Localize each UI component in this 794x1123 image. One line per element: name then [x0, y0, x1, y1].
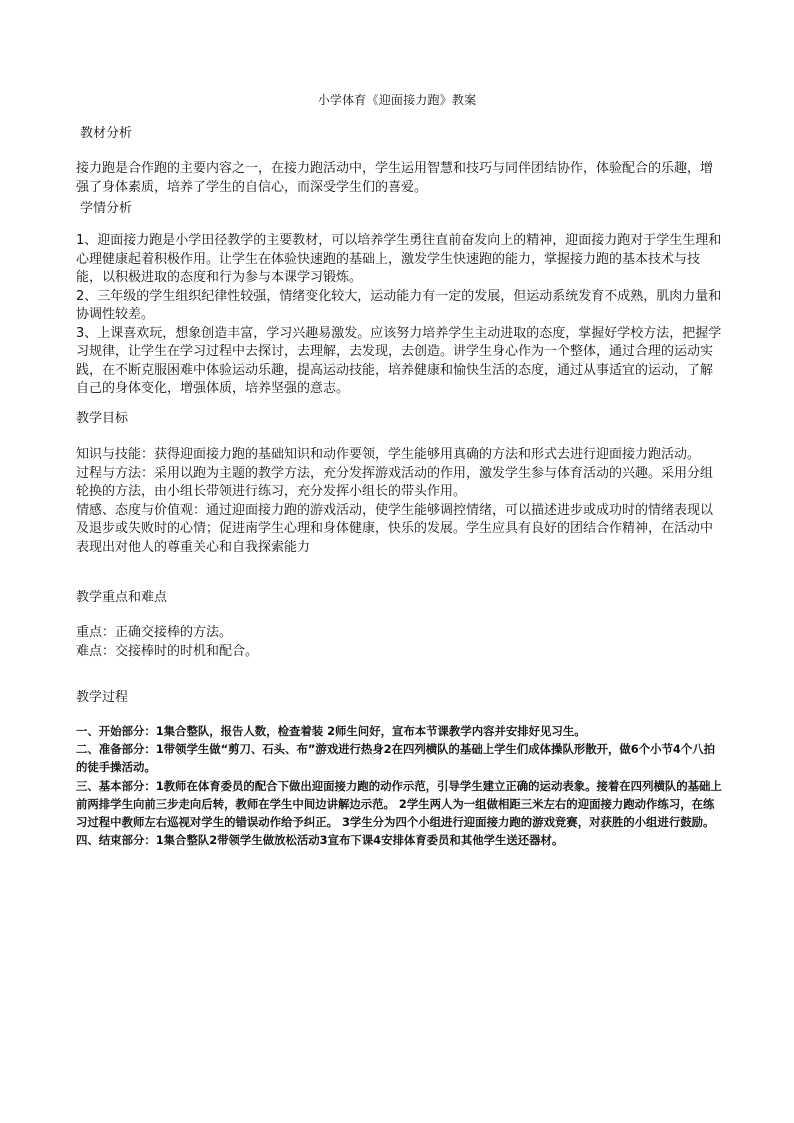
heading-process: 教学过程 — [76, 690, 129, 705]
paragraph: 情感、态度与价值观：通过迎面接力跑的游戏活动，使学生能够调控情绪，可以描述进步或成功时的情绪表现以及退步或失败时的心情；促进南学生心理和身体健康，快乐的发展。学生应具有良好的团结合作精神，在活动中表现出对他人的尊重关心和自我探索能力 — [76, 502, 714, 555]
goals-text — [76, 446, 724, 557]
paragraph: 2、三年级的学生组织纪律性较强，情绪变化较大，运动能力有一定的发展，但运动系统发育不成熟，肌肉力量和协调性较差。 — [76, 288, 722, 322]
analysis-text — [76, 160, 724, 197]
paragraph: 重点：正确交接棒的方法。 — [76, 625, 233, 640]
paragraph: 二、准备部分：1带领学生做“剪刀、石头、布”游戏进行热身2在四列横队的基础上学生们成体操队形散开，做6个小节4个八拍的徒手操活动。 — [76, 742, 715, 775]
paragraph: 三、基本部分：1教师在体育委员的配合下做出迎面接力跑的动作示范，引导学生建立正确的运动表象。接着在四列横队的基础上前两排学生向前三步走向后转，教师在学生中间边讲解边示范。 2学生两人为一组做相距三米左右的迎面接力跑动作练习，在练习过程中教师左右巡视对学生的错误动作给予纠正。 3学生分为四个小组进行迎面接力跑的游戏竞赛，对获胜的小组进行鼓励。 — [76, 778, 722, 830]
heading-keypoints: 教学重点和难点 — [76, 590, 168, 605]
heading-students: 学情分析 — [80, 201, 133, 216]
paragraph: 过程与方法：采用以跑为主题的教学方法，充分发挥游戏活动的作用，激发学生参与体育活动的兴趣。采用分组轮换的方法，由小组长带领进行练习，充分发挥小组长的带头作用。 — [76, 465, 714, 499]
students-text — [76, 232, 724, 399]
paragraph: 知识与技能：获得迎面接力跑的基础知识和动作要领，学生能够用真确的方法和形式去进行迎面接力跑活动。 — [76, 447, 701, 462]
paragraph: 1、迎面接力跑是小学田径教学的主要教材，可以培养学生勇往直前奋发向上的精神，迎面接力跑对于学生生理和心理健康起着积极作用。让学生在体验快速跑的基础上，激发学生快速跑的能力，掌握接力跑的基本技术与技能，以积极进取的态度和行为参与本课学习锻炼。 — [76, 233, 722, 285]
paragraph: 接力跑是合作跑的主要内容之一，在接力跑活动中，学生运用智慧和技巧与同伴团结协作，体验配合的乐趣，增强了身体素质，培养了学生的自信心，而深受学生们的喜爱。 — [76, 161, 714, 195]
paragraph: 难点：交接棒时的时机和配合。 — [76, 643, 259, 659]
paragraph: 一、开始部分：1集合整队，报告人数，检查着装 2师生问好，宣布本节课教学内容并安排好见习生。 — [76, 724, 586, 738]
keypoints-text — [76, 624, 724, 661]
paragraph: 四、结束部分：1集合整队2带领学生做放松活动3宣布下课4安排体育委员和其他学生送还器材。 — [76, 833, 564, 848]
paragraph: 3、上课喜欢玩，想象创造丰富，学习兴趣易激发。应该努力培养学生主动进取的态度，掌握好学校方法，把握学习规律，让学生在学习过程中去探讨，去理解，去发现，去创造。讲学生身心作为一个整体，通过合理的运动实践，在不断克服困难中体验运动乐趣，提高运动技能，培养健康和愉快生活的态度，通过从事适宜的运动，了解自己的身体变化，增强体质，培养坚强的意志。 — [76, 325, 722, 396]
page-title: 小学体育《迎面接力跑》教案 — [317, 93, 477, 107]
heading-goals: 教学目标 — [76, 411, 129, 426]
heading-analysis: 教材分析 — [80, 126, 133, 141]
process-text — [76, 722, 724, 849]
